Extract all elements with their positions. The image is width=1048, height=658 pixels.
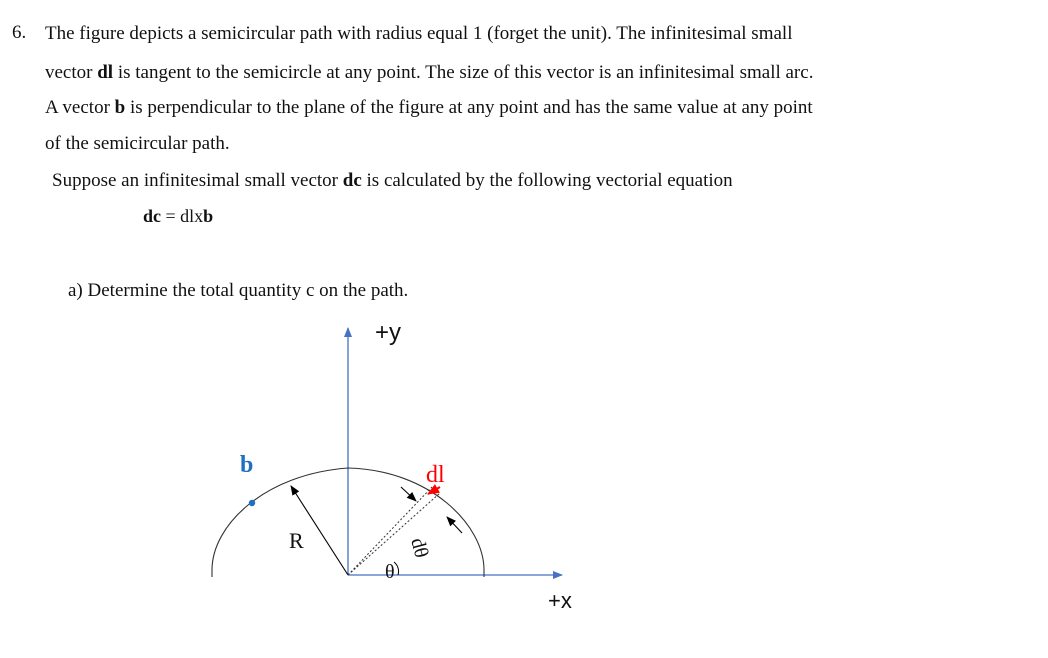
problem-text: The figure depicts a semicircular path with radius equal 1 (forget the unit). The infinitesimal small bbox=[45, 23, 793, 44]
equation-rhs: b bbox=[203, 206, 214, 226]
problem-text: is calculated by the following vectorial equation bbox=[361, 170, 733, 191]
problem-text: is perpendicular to the plane of the figure at any point and has the same value at any point bbox=[125, 97, 813, 118]
radius-label: R bbox=[289, 528, 304, 553]
x-axis-label: +x bbox=[548, 588, 572, 613]
equation-lhs: dc bbox=[143, 206, 161, 226]
part-a-text: a) Determine the total quantity c on the path. bbox=[68, 280, 409, 301]
vector-b-bold: b bbox=[114, 97, 126, 118]
theta-arc bbox=[394, 562, 399, 575]
b-point bbox=[249, 500, 255, 506]
problem-text: Suppose an infinitesimal small vector bbox=[52, 170, 343, 191]
theta-label: θ bbox=[385, 561, 395, 583]
vector-dc-bold: dc bbox=[342, 170, 362, 191]
dtheta-arrow-out bbox=[447, 517, 462, 533]
problem-number: 6. bbox=[12, 22, 27, 43]
dtheta-label: dθ bbox=[406, 535, 433, 561]
dtheta-arrow-in bbox=[401, 487, 416, 501]
b-label: b bbox=[240, 452, 254, 478]
problem-text: A vector bbox=[45, 97, 115, 118]
y-axis-label: +y bbox=[375, 319, 402, 346]
vector-dl-bold: dl bbox=[97, 62, 114, 83]
problem-text: vector bbox=[45, 62, 98, 83]
problem-text: is tangent to the semicircle at any point. The size of this vector is an infinitesimal small arc. bbox=[113, 62, 814, 83]
problem-text: of the semicircular path. bbox=[45, 133, 230, 154]
dl-label: dl bbox=[426, 462, 445, 488]
equation-middle: = dlx bbox=[161, 206, 204, 226]
